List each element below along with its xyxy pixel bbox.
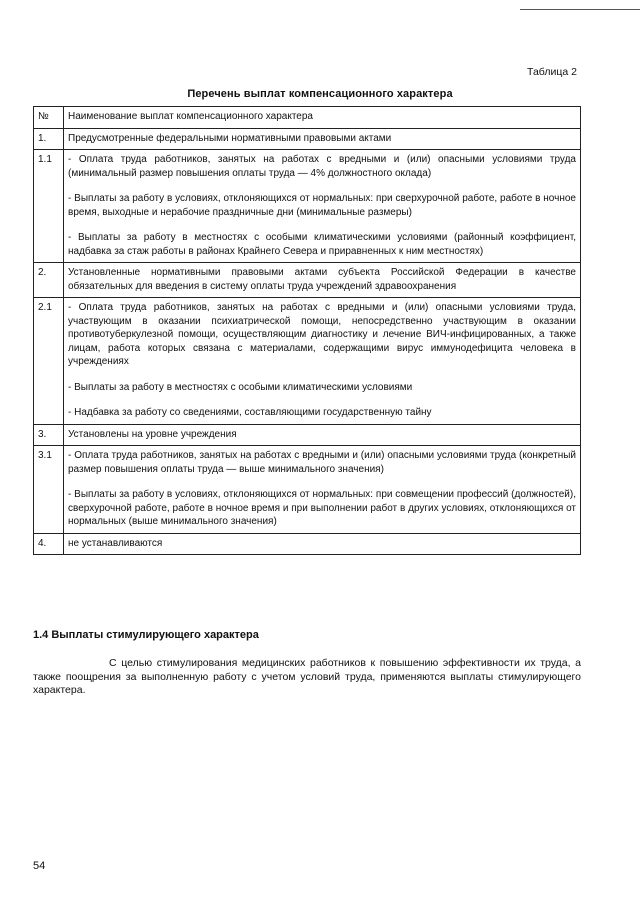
row-number-cell: 4. — [34, 533, 64, 555]
section-heading: 1.4 Выплаты стимулирующего характера — [33, 629, 259, 641]
row-paragraph: - Выплаты за работу в условиях, отклоняющихся от нормальных: при сверхурочной работе, работе в ночное время, выходные и нерабочие праздничные дни (минимальные размеры) — [68, 193, 576, 218]
row-text-cell — [64, 128, 581, 150]
row-paragraph: не устанавливаются — [68, 537, 163, 549]
table-row — [34, 150, 581, 263]
table-label: Таблица 2 — [527, 66, 577, 78]
scan-edge-line — [520, 9, 640, 10]
row-number-cell: 3.1 — [34, 446, 64, 534]
row-paragraph: - Выплаты за работу в местностях с особыми климатическими условиями — [68, 381, 413, 393]
row-paragraph: - Оплата труда работников, занятых на работах с вредными и (или) опасными условиями труда (минимальный размер повышения оплаты труда — 4% должностного оклада) — [68, 154, 576, 179]
header-num-cell: № — [34, 107, 64, 129]
row-paragraph: Предусмотренные федеральными нормативными правовыми актами — [68, 132, 392, 144]
row-text-cell — [64, 150, 581, 263]
row-paragraph: - Надбавка за работу со сведениями, составляющими государственную тайну — [68, 407, 432, 418]
row-number-cell: 2.1 — [34, 298, 64, 425]
row-text-cell — [64, 263, 581, 298]
table-row — [34, 263, 581, 298]
table-row — [34, 446, 581, 534]
row-paragraph: Установленные нормативными правовыми актами субъекта Российской Федерации в качестве обязательных для введения в систему оплаты труда учреждений здравоохранения — [68, 267, 576, 292]
table-row — [34, 533, 581, 555]
table-header-row — [34, 107, 581, 129]
page-number: 54 — [33, 860, 46, 872]
row-number-cell: 2. — [34, 263, 64, 298]
row-number-cell: 3. — [34, 424, 64, 446]
row-paragraph: - Оплата труда работников, занятых на работах с вредными и (или) опасными условиями труда (конкретный размер повышения оплаты труда — выше минимального значения) — [68, 450, 576, 475]
table-row — [34, 424, 581, 446]
row-text-cell — [64, 446, 581, 534]
row-text-cell — [64, 298, 581, 425]
compensation-table — [33, 106, 581, 555]
row-text-cell — [64, 424, 581, 446]
row-paragraph: - Оплата труда работников, занятых на работах с вредными и (или) опасными условиями труда, участвующим в оказании психиатрической помощи, непосредственно участвующим в оказании противотуберкулезной помощи, осуществляющим диагностику и лечение ВИЧ-инфицированных, а также лицам, работа которых связана с материалами, содержащими вирус иммунодефицита человека в учреждениях — [68, 302, 576, 367]
section-body-text: С целью стимулирования медицинских работников к повышению эффективности их труда, а также поощрения за выполненную работу с учетом условий труда, применяются выплаты стимулирующего характера. — [33, 657, 581, 697]
table-row — [34, 128, 581, 150]
row-paragraph: - Выплаты за работу в местностях с особыми климатическими условиями (районный коэффициент, надбавка за стаж работы в районах Крайнего Севера и приравненных к ним местностях) — [68, 232, 576, 257]
row-number-cell: 1.1 — [34, 150, 64, 263]
row-paragraph: - Выплаты за работу в условиях, отклоняющихся от нормальных: при совмещении профессий (должностей), сверхурочной работе, работе в ночное время и при выполнении работ в других условиях, отклоняющихся от нормальных (выше минимального значения) — [68, 489, 576, 527]
table-row — [34, 298, 581, 425]
table-title: Перечень выплат компенсационного характера — [187, 88, 453, 100]
row-number-cell: 1. — [34, 128, 64, 150]
row-paragraph: Установлены на уровне учреждения — [68, 428, 237, 440]
row-text-cell — [64, 533, 581, 555]
header-name-cell: Наименование выплат компенсационного характера — [64, 107, 581, 129]
